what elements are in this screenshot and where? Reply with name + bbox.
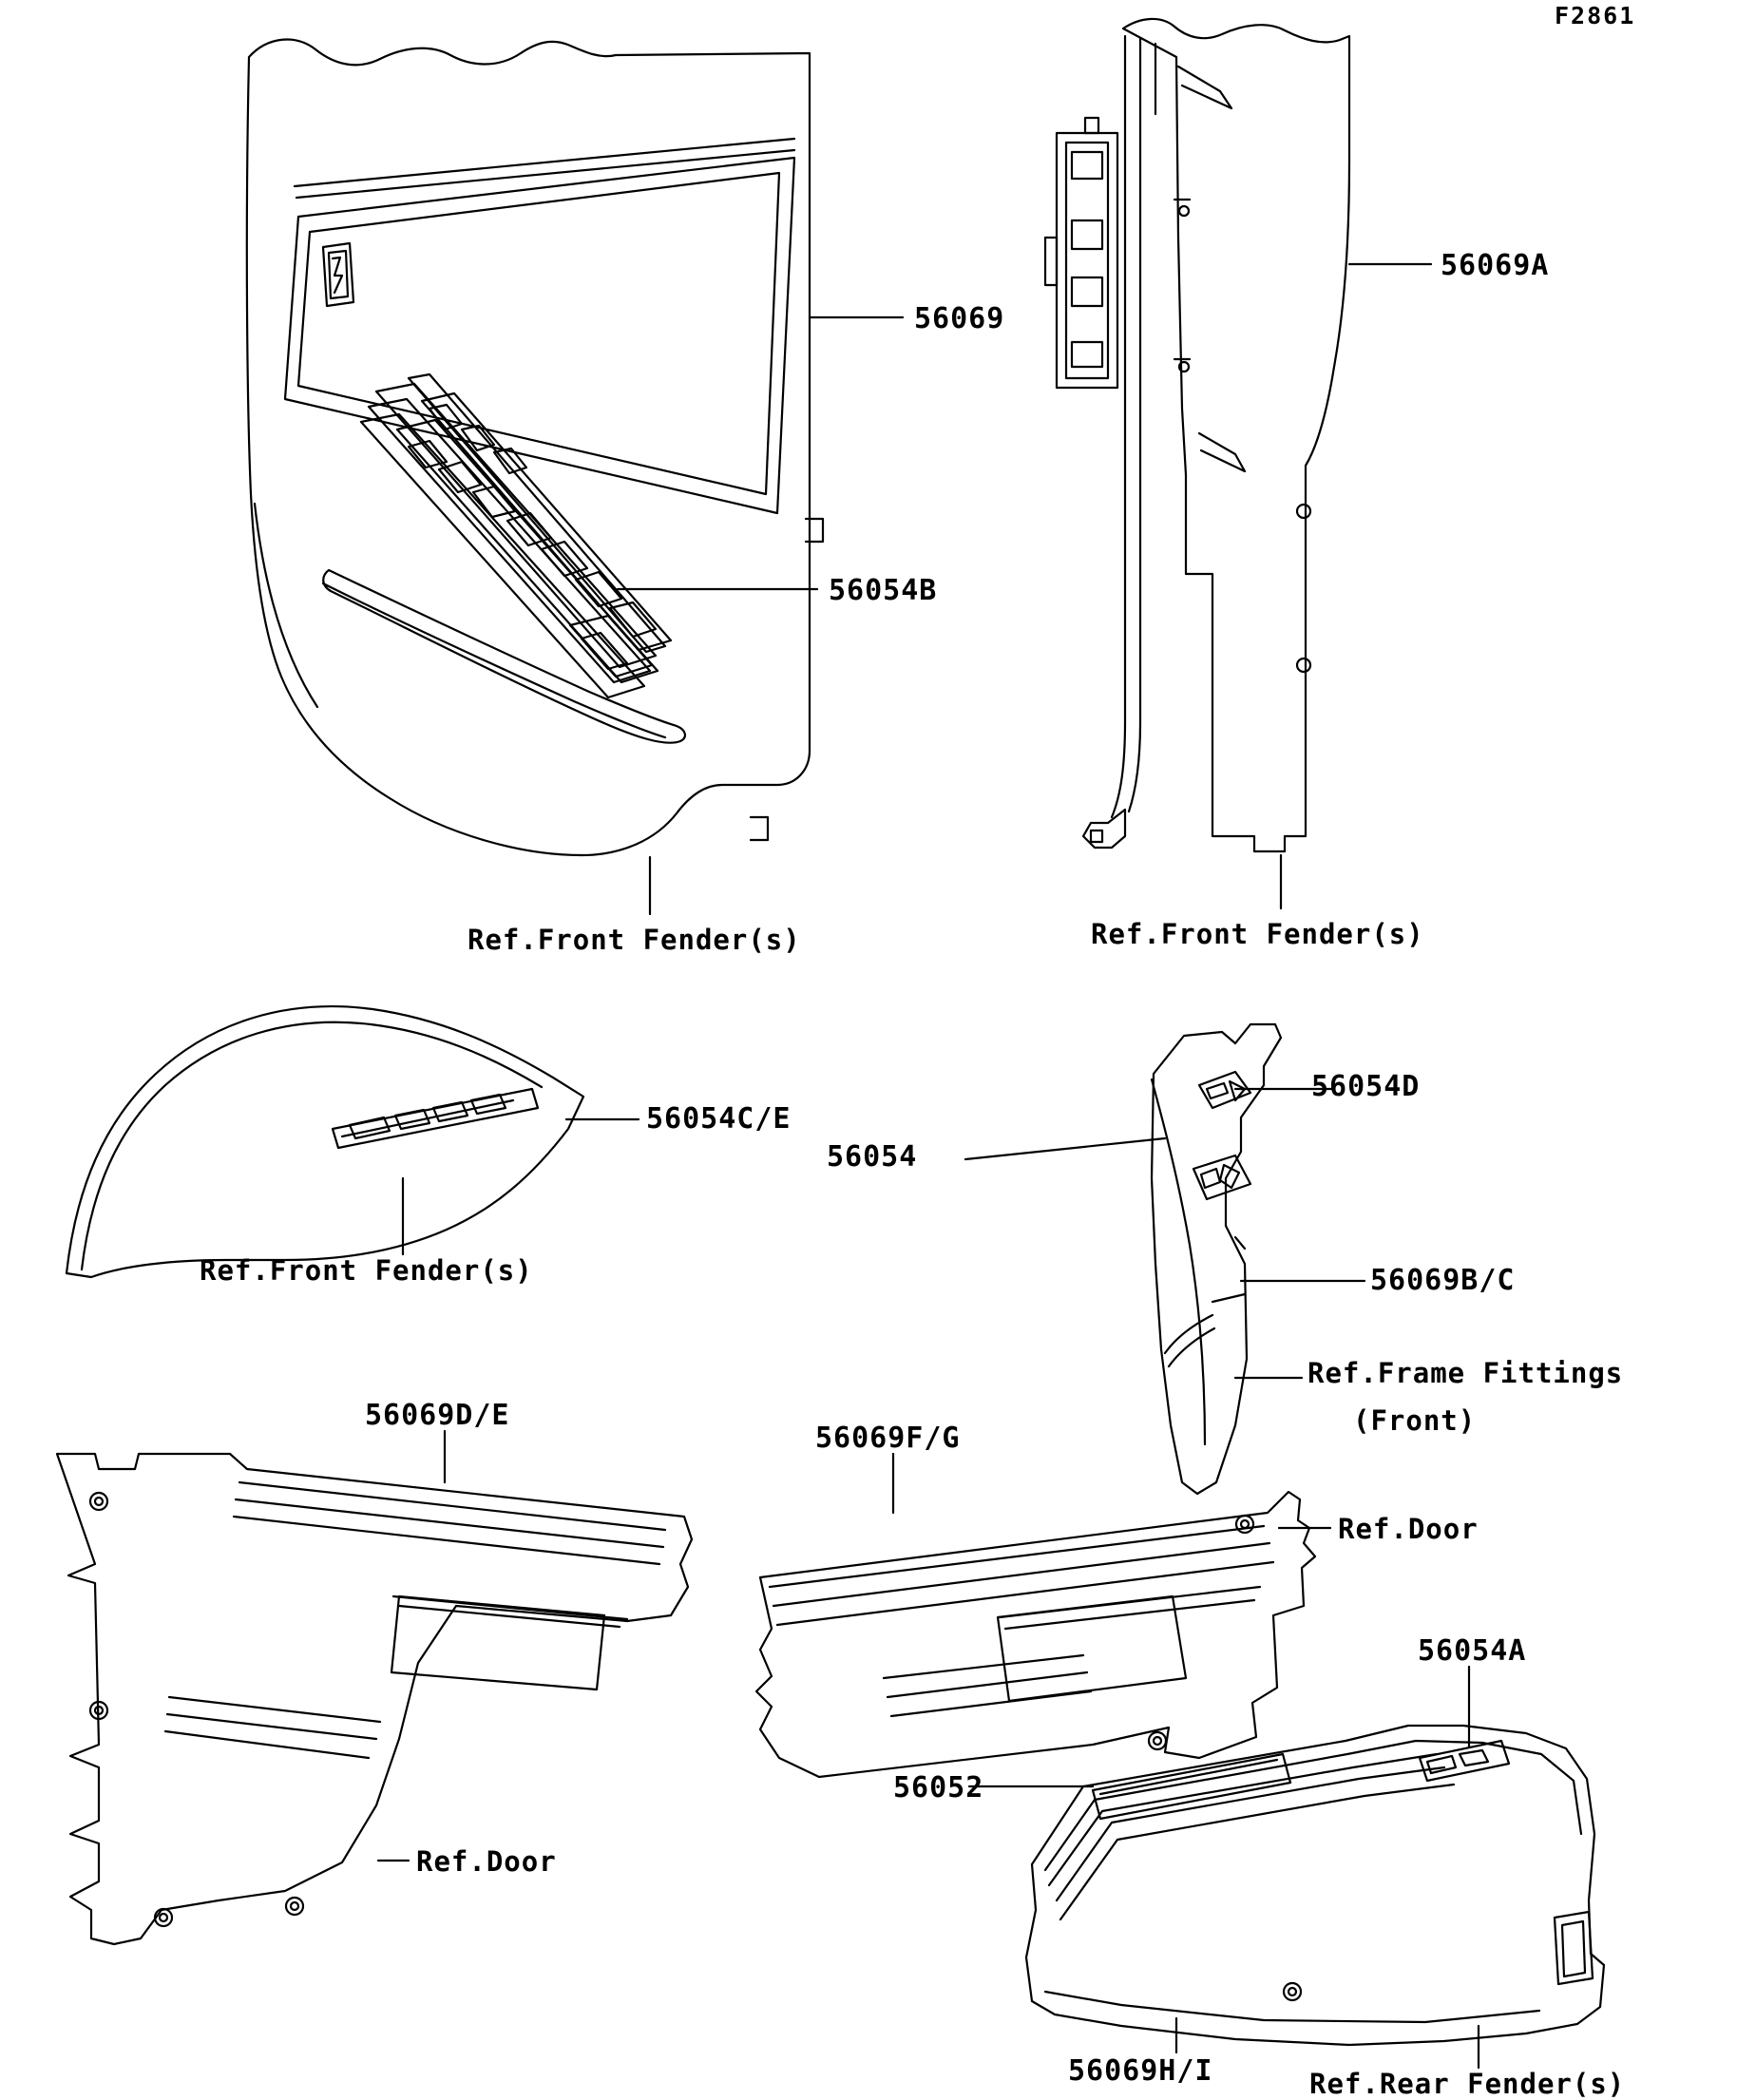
ref-front-fender-mid: Ref.Front Fender(s): [200, 1254, 533, 1287]
part-label-56054ce: 56054C/E: [646, 1102, 792, 1136]
ref-frame-fittings-line1: Ref.Frame Fittings: [1308, 1357, 1624, 1389]
ref-rear-fender: Ref.Rear Fender(s): [1309, 2068, 1626, 2100]
part-side-cover: [1152, 1024, 1281, 1494]
part-label-56069: 56069: [914, 302, 1005, 335]
decal-kawasaki-small: [323, 243, 353, 306]
part-label-56054d: 56054D: [1311, 1070, 1421, 1103]
ref-door-right: Ref.Door: [1338, 1513, 1479, 1545]
ref-door-left: Ref.Door: [416, 1845, 557, 1878]
part-label-56052: 56052: [893, 1771, 984, 1804]
part-door-panel-upper: [247, 40, 823, 855]
part-label-56069bc: 56069B/C: [1370, 1264, 1516, 1297]
part-rear-fender: [1026, 1726, 1604, 2045]
part-label-56069de: 56069D/E: [365, 1399, 510, 1432]
part-label-56054a: 56054A: [1418, 1634, 1527, 1668]
part-right-door: [756, 1492, 1315, 1777]
part-door-frame: [1045, 19, 1349, 851]
part-left-door: [57, 1454, 692, 1944]
part-label-56054: 56054: [827, 1140, 918, 1174]
part-front-fender: [67, 1006, 583, 1277]
part-label-56069hi: 56069H/I: [1068, 2054, 1213, 2088]
ref-front-fender-right: Ref.Front Fender(s): [1091, 918, 1424, 950]
ref-front-fender-left: Ref.Front Fender(s): [468, 924, 801, 956]
part-label-56069fg: 56069F/G: [815, 1422, 961, 1455]
part-label-56054b: 56054B: [829, 574, 938, 607]
ref-frame-fittings-line2: (Front): [1353, 1404, 1477, 1437]
sheet-id: F2861: [1555, 2, 1636, 29]
decal-teryx4: [361, 374, 671, 697]
part-label-56069a: 56069A: [1441, 249, 1550, 282]
